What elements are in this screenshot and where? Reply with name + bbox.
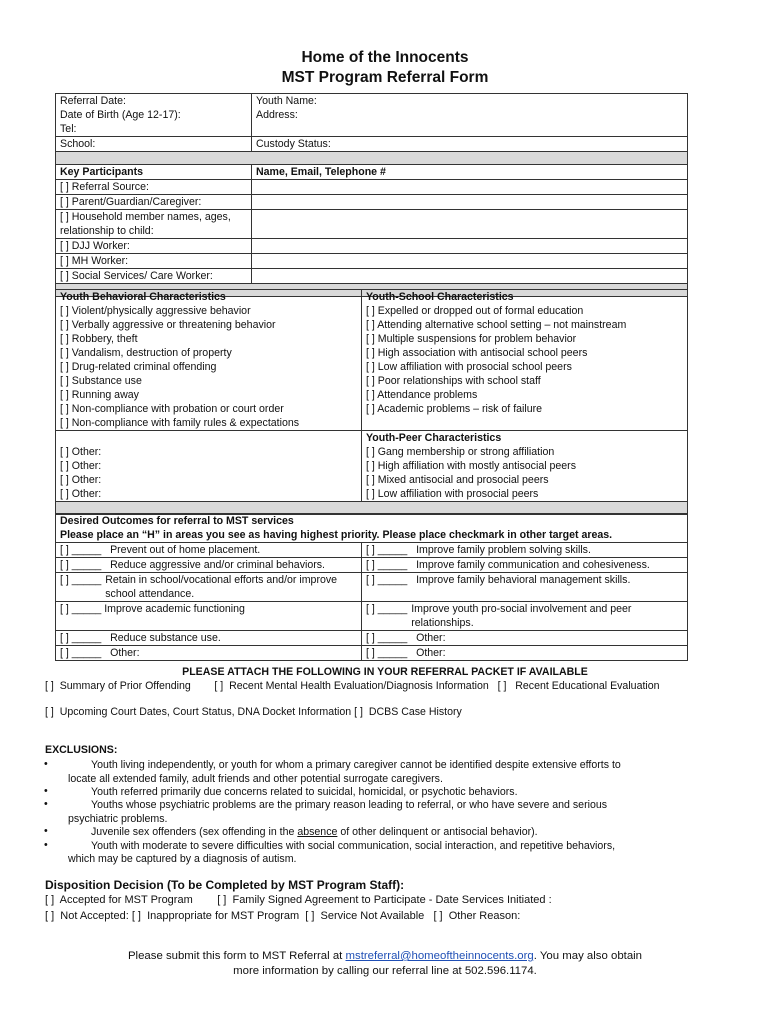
participant-item[interactable]: [ ] Household member names, ages, relationship to child: <box>56 210 252 239</box>
outcome-label: Retain in school/vocational efforts and/or improve school attendance. <box>105 574 338 600</box>
participant-contact-field[interactable] <box>252 269 688 284</box>
behavior-item[interactable]: [ ] Substance use <box>60 375 142 387</box>
behavioral-column <box>56 290 362 431</box>
behavioral-other-column <box>56 431 362 502</box>
school-item[interactable]: [ ] Attending alternative school setting – not mainstream <box>366 319 627 331</box>
exclusion-item: Youth with moderate to severe difficulties with social communication, social interaction, and repetitive behaviors, <box>91 840 616 852</box>
characteristics-table <box>55 289 688 515</box>
exclusion-item-cont: locate all extended family, adult friends and other potential surrogate caregivers. <box>68 773 443 785</box>
other-behavior-item[interactable]: [ ] Other: <box>60 446 102 458</box>
outcome-checkbox[interactable]: [ ] _____ <box>366 559 408 571</box>
outcome-checkbox[interactable]: [ ] _____ <box>60 574 102 586</box>
outcomes-title: Desired Outcomes for referral to MST services <box>60 515 294 527</box>
bullet-icon: • <box>44 798 48 810</box>
outcome-checkbox[interactable]: [ ] _____ <box>366 632 408 644</box>
bullet-icon: • <box>44 825 48 837</box>
participant-item[interactable]: [ ] Referral Source: <box>56 180 252 195</box>
participant-contact-field[interactable] <box>252 195 688 210</box>
school-item[interactable]: [ ] High association with antisocial school peers <box>366 347 588 359</box>
school-item[interactable]: [ ] Expelled or dropped out of formal education <box>366 305 584 317</box>
bullet-icon: • <box>44 839 48 851</box>
other-behavior-item[interactable]: [ ] Other: <box>60 474 102 486</box>
outcome-checkbox[interactable]: [ ] _____ <box>366 574 408 586</box>
participant-contact-field[interactable] <box>252 210 688 239</box>
outcome-checkbox[interactable]: [ ] _____ <box>366 647 408 659</box>
behavior-item[interactable]: [ ] Verbally aggressive or threatening behavior <box>60 319 276 331</box>
participant-item[interactable]: [ ] MH Worker: <box>56 254 252 269</box>
participant-item[interactable]: [ ] Social Services/ Care Worker: <box>56 269 252 284</box>
behavioral-header: Youth Behavioral Characteristics <box>60 291 226 303</box>
email-link[interactable]: mstreferral@homeoftheinnocents.org <box>345 950 534 962</box>
tel-label[interactable]: Tel: <box>60 123 77 135</box>
section-divider <box>56 152 688 165</box>
peer-item[interactable]: [ ] High affiliation with mostly antisocial peers <box>366 460 577 472</box>
school-column <box>362 290 688 431</box>
behavior-item[interactable]: [ ] Vandalism, destruction of property <box>60 347 232 359</box>
other-behavior-item[interactable]: [ ] Other: <box>60 460 102 472</box>
basic-info-left <box>56 94 252 137</box>
exclusion-item-cont: psychiatric problems. <box>68 813 168 825</box>
custody-status-label[interactable]: Custody Status: <box>252 137 688 152</box>
outcome-cell[interactable] <box>362 573 688 602</box>
outcome-cell[interactable] <box>362 602 688 631</box>
outcome-label: Improve family communication and cohesiveness. <box>416 559 650 571</box>
form-org-title: Home of the Innocents <box>301 49 469 66</box>
outcome-label: Other: <box>110 647 140 659</box>
school-header: Youth-School Characteristics <box>366 291 514 303</box>
peer-header: Youth-Peer Characteristics <box>366 432 502 444</box>
school-label[interactable]: School: <box>56 137 252 152</box>
peer-item[interactable]: [ ] Low affiliation with prosocial peers <box>366 488 539 500</box>
outcome-checkbox[interactable]: [ ] _____ <box>60 647 102 659</box>
outcome-cell[interactable] <box>362 646 688 661</box>
basic-info-right <box>252 94 688 137</box>
outcome-checkbox[interactable]: [ ] _____ <box>60 559 102 571</box>
outcome-label: Improve youth pro-social involvement and peer relationships. <box>411 603 632 629</box>
attach-line-2[interactable]: [ ] Upcoming Court Dates, Court Status, DNA Docket Information [ ] DCBS Case History <box>45 706 462 718</box>
outcome-checkbox[interactable]: [ ] _____ <box>366 544 408 556</box>
outcomes-header <box>56 514 688 543</box>
participant-item[interactable]: [ ] DJJ Worker: <box>56 239 252 254</box>
participant-contact-field[interactable] <box>252 254 688 269</box>
outcome-cell[interactable] <box>56 558 362 573</box>
attach-header: PLEASE ATTACH THE FOLLOWING IN YOUR REFERRAL PACKET IF AVAILABLE <box>182 666 588 678</box>
behavior-item[interactable]: [ ] Drug-related criminal offending <box>60 361 217 373</box>
attach-line-1[interactable]: [ ] Summary of Prior Offending [ ] Recent Mental Health Evaluation/Diagnosis Information [ ] Recent Educational Evaluation <box>45 680 660 692</box>
participant-item[interactable]: [ ] Parent/Guardian/Caregiver: <box>56 195 252 210</box>
disposition-header: Disposition Decision (To be Completed by MST Program Staff): <box>45 878 405 892</box>
behavior-item[interactable]: [ ] Violent/physically aggressive behavior <box>60 305 251 317</box>
youth-name-label[interactable]: Youth Name: <box>256 95 317 107</box>
outcome-cell[interactable] <box>362 543 688 558</box>
address-label[interactable]: Address: <box>256 109 298 121</box>
outcome-label: Other: <box>416 632 446 644</box>
outcomes-instructions: Please place an “H” in areas you see as having highest priority. Please place checkmark in other target areas. <box>60 529 613 541</box>
basic-info-table <box>55 93 688 297</box>
outcome-checkbox[interactable]: [ ] _____ <box>60 603 102 615</box>
participant-contact-field[interactable] <box>252 239 688 254</box>
exclusion-item: Youth living independently, or youth for whom a primary caregiver cannot be identified despite extensive efforts to <box>91 759 621 771</box>
peer-item[interactable]: [ ] Mixed antisocial and prosocial peers <box>366 474 549 486</box>
key-participants-header: Key Participants <box>56 165 252 180</box>
participant-contact-field[interactable] <box>252 180 688 195</box>
behavior-item[interactable]: [ ] Running away <box>60 389 139 401</box>
outcomes-table <box>55 513 688 661</box>
peer-column <box>362 431 688 502</box>
outcome-label: Other: <box>416 647 446 659</box>
school-item[interactable]: [ ] Multiple suspensions for problem behavior <box>366 333 577 345</box>
form-title: MST Program Referral Form <box>281 69 489 86</box>
school-item[interactable]: [ ] Low affiliation with prosocial school peers <box>366 361 572 373</box>
outcome-checkbox[interactable]: [ ] _____ <box>366 603 408 615</box>
outcome-cell[interactable] <box>56 573 362 602</box>
peer-item[interactable]: [ ] Gang membership or strong affiliation <box>366 446 555 458</box>
outcome-checkbox[interactable]: [ ] _____ <box>60 632 102 644</box>
bullet-icon: • <box>44 758 48 770</box>
other-behavior-item[interactable]: [ ] Other: <box>60 488 102 500</box>
referral-date-label[interactable]: Referral Date: <box>60 95 126 107</box>
outcome-cell[interactable] <box>56 646 362 661</box>
outcome-checkbox[interactable]: [ ] _____ <box>60 544 102 556</box>
exclusion-item: Juvenile sex offenders (sex offending in the absence of other delinquent or antisocial behavior). <box>91 826 538 838</box>
disposition-line-1[interactable]: [ ] Accepted for MST Program [ ] Family Signed Agreement to Participate - Date Services Initiated : <box>45 894 552 906</box>
exclusion-item: Youth referred primarily due concerns related to suicidal, homicidal, or psychotic behaviors. <box>91 786 518 798</box>
behavior-item[interactable]: [ ] Non-compliance with probation or court order <box>60 403 284 415</box>
behavior-item[interactable]: [ ] Robbery, theft <box>60 333 138 345</box>
outcome-cell[interactable] <box>362 558 688 573</box>
outcome-cell[interactable] <box>56 543 362 558</box>
outcome-cell[interactable] <box>56 602 362 631</box>
exclusions-header: EXCLUSIONS: <box>45 744 118 756</box>
bullet-icon: • <box>44 785 48 797</box>
outcome-label: Improve academic functioning <box>104 603 245 615</box>
outcome-label: Improve family problem solving skills. <box>416 544 591 556</box>
exclusion-item-cont: which may be captured by a diagnosis of autism. <box>68 853 297 865</box>
dob-label[interactable]: Date of Birth (Age 12-17): <box>60 109 181 121</box>
outcome-label: Prevent out of home placement. <box>110 544 261 556</box>
outcome-label: Reduce substance use. <box>110 632 221 644</box>
school-item[interactable]: [ ] Poor relationships with school staff <box>366 375 541 387</box>
outcome-cell[interactable] <box>362 631 688 646</box>
footer-line-2: more information by calling our referral line at 502.596.1174. <box>233 965 537 977</box>
outcome-label: Improve family behavioral management skills. <box>416 574 631 586</box>
disposition-line-2[interactable]: [ ] Not Accepted: [ ] Inappropriate for MST Program [ ] Service Not Available [ ] Other Reason: <box>45 910 521 922</box>
outcome-cell[interactable] <box>56 631 362 646</box>
contact-header: Name, Email, Telephone # <box>252 165 688 180</box>
behavior-item[interactable]: [ ] Non-compliance with family rules & expectations <box>60 417 300 429</box>
school-item[interactable]: [ ] Attendance problems <box>366 389 478 401</box>
school-item[interactable]: [ ] Academic problems – risk of failure <box>366 403 543 415</box>
outcome-label: Reduce aggressive and/or criminal behaviors. <box>110 559 326 571</box>
exclusion-item: Youths whose psychiatric problems are the primary reason leading to referral, or who have severe and serious <box>91 799 608 811</box>
footer-line-1: Please submit this form to MST Referral at mstreferral@homeoftheinnocents.org. You may also obtain <box>127 950 643 962</box>
